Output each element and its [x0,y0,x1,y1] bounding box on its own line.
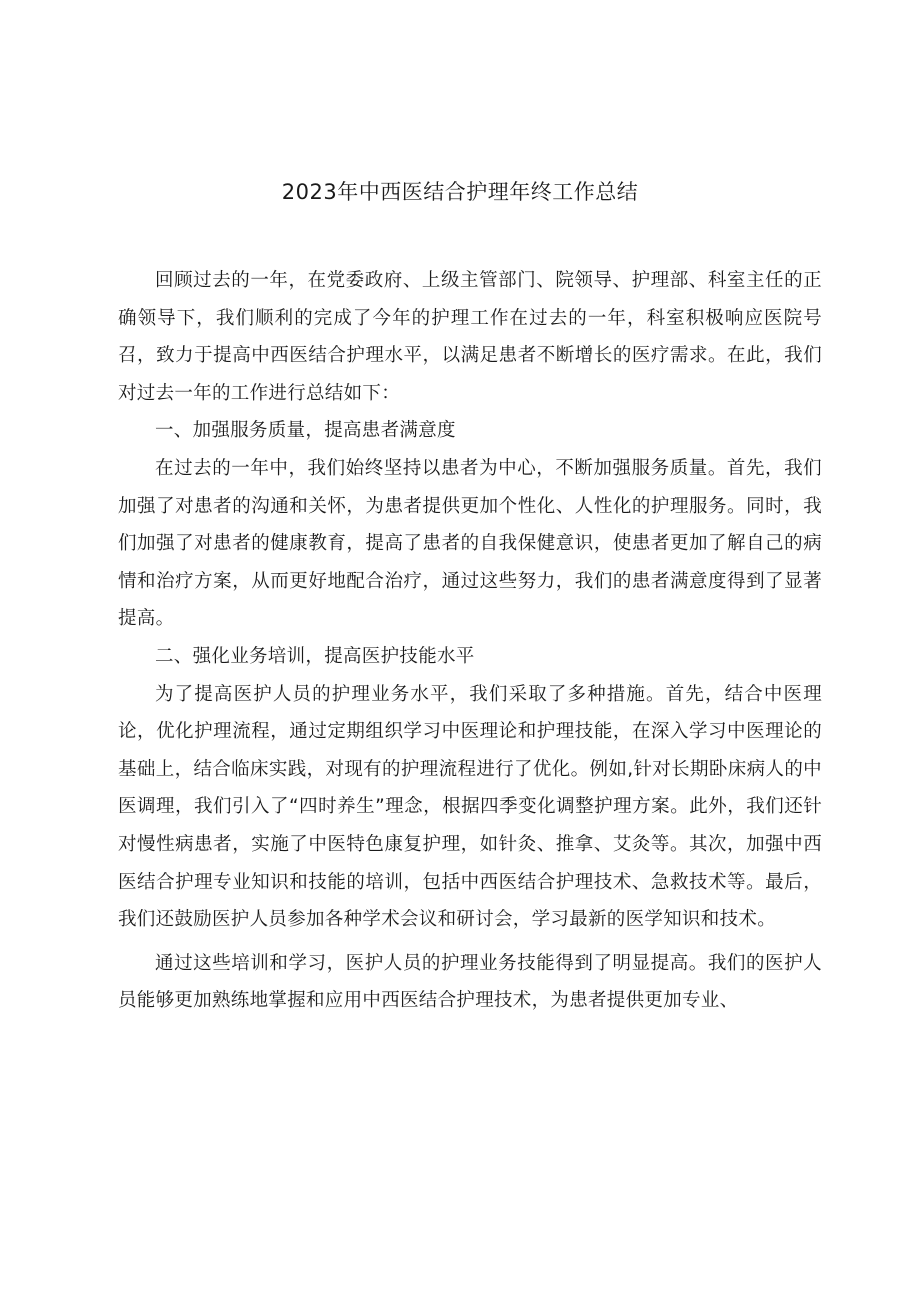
section-heading-1: 一、加强服务质量，提高患者满意度 [155,420,456,442]
section-2-paragraph: 为了提高医护人员的护理业务水平，我们采取了多种措施。首先，结合中医理论，优化护理流程，通过定期组织学习中医理论和护理技能，在深入学习中医理论的基础上，结合临床实践，对现有的护理流程进行了优化。例如,针对长期卧床病人的中医调理，我们引入了“四时养生”理念，根据四季变化调整护理方案。此外，我们还针对慢性病患者，实施了中医特色康复护理，如针灸、推拿、艾灸等。其次，加强中西医结合护理专业知识和技能的培训，包括中西医结合护理技术、急救技术等。最后，我们还鼓励医护人员参加各种学术会议和研讨会，学习最新的医学知识和技术。 [118,683,822,931]
document-body [118,262,822,1020]
section-1-paragraph: 在过去的一年中，我们始终坚持以患者为中心，不断加强服务质量。首先，我们加强了对患者的沟通和关怀，为患者提供更加个性化、人性化的护理服务。同时，我们加强了对患者的健康教育，提高了患者的自我保健意识，使患者更加了解自己的病情和治疗方案，从而更好地配合治疗，通过这些努力，我们的患者满意度得到了显著提高。 [118,457,822,630]
document-title: 2023年中西医结合护理年终工作总结 [281,180,639,204]
section-heading-2: 二、强化业务培训，提高医护技能水平 [155,645,475,667]
section-2-followup-paragraph: 通过这些培训和学习，医护人员的护理业务技能得到了明显提高。我们的医护人员能够更加熟练地掌握和应用中西医结合护理技术，为患者提供更加专业、 [118,952,822,1012]
intro-paragraph: 回顾过去的一年，在党委政府、上级主管部门、院领导、护理部、科室主任的正确领导下，我们顺利的完成了今年的护理工作在过去的一年，科室积极响应医院号召，致力于提高中西医结合护理水平，以满足患者不断增长的医疗需求。在此，我们对过去一年的工作进行总结如下： [118,270,822,404]
